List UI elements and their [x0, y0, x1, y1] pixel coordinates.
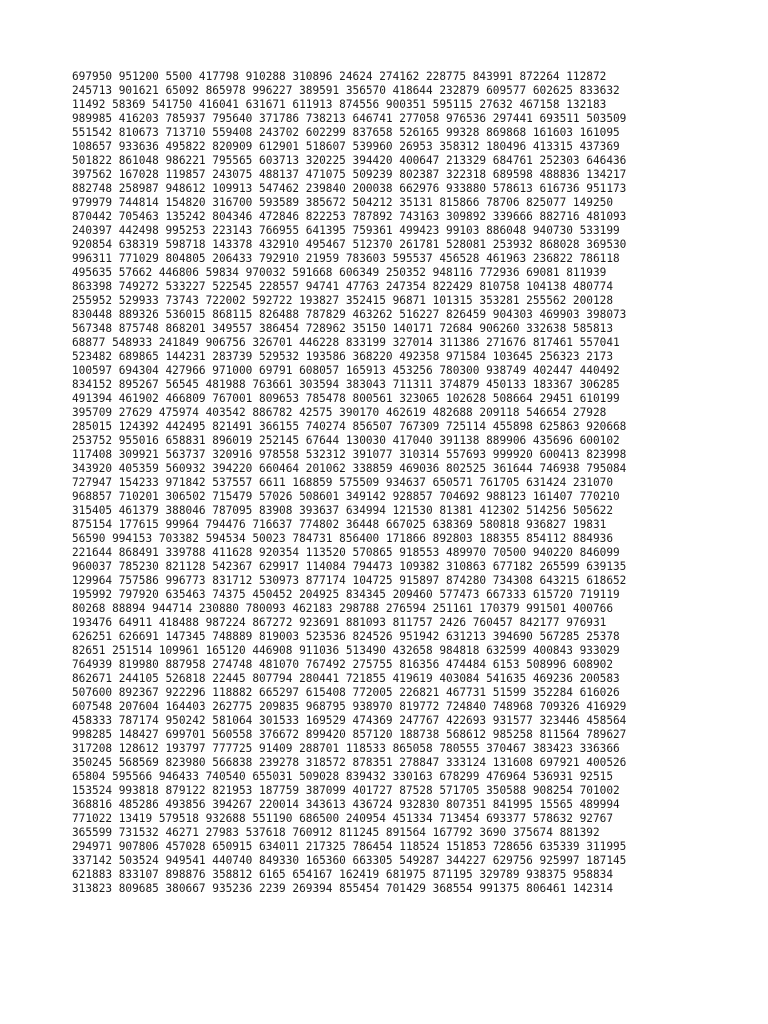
number-line: 294971 907806 457028 650915 634011 217325 786454 118524 151853 728656 635339 311995	[72, 840, 627, 853]
number-line: 82651 251514 109961 165120 446908 911036 513490 432658 984818 632599 400843 933029	[72, 644, 620, 657]
number-line: 607548 207604 164403 262775 209835 968795 938970 819772 724840 748968 709326 416929	[72, 700, 627, 713]
number-line: 65804 595566 946433 740540 655031 509028 839432 330163 678299 476964 536931 92515	[72, 770, 613, 783]
number-line: 245713 901621 65092 865978 996227 389591 356570 418644 232879 609577 602625 833632	[72, 84, 620, 97]
number-line: 350245 568569 823980 566838 239278 318572 878351 278847 333124 131608 697921 400526	[72, 756, 627, 769]
number-line: 771022 13419 579518 932688 551190 686500 240954 451334 713454 693377 578632 92767	[72, 812, 613, 825]
number-line: 193476 64911 418488 987224 867272 923691 881093 811757 2426 760457 842177 976931	[72, 616, 607, 629]
number-line: 68877 548933 241849 906756 326701 446228 833199 327014 311386 271676 817461 557041	[72, 336, 620, 349]
number-line: 523482 689865 144231 283739 529532 193586 368220 492358 971584 103645 256323 2173	[72, 350, 613, 363]
number-line: 317208 128612 193797 777725 91409 288701 118533 865058 780555 370467 383423 336366	[72, 742, 620, 755]
number-line: 621883 833107 898876 358812 6165 654167 162419 681975 871195 329789 938375 958834	[72, 868, 613, 881]
number-line: 697950 951200 5500 417798 910288 310896 24624 274162 228775 843991 872264 112872	[72, 70, 607, 83]
number-line: 395709 27629 475974 403542 886782 42575 390170 462619 482688 209118 546654 27928	[72, 406, 607, 419]
number-line: 153524 993818 879122 821953 187759 387099 401727 87528 571705 350588 908254 701002	[72, 784, 620, 797]
number-line: 996311 771029 804805 206433 792910 21959 783603 595537 456528 461963 236822 786118	[72, 252, 620, 265]
number-line: 875154 177615 99964 794476 716637 774802 36448 667025 638369 580818 936827 19831	[72, 518, 607, 531]
number-line: 108657 933636 495822 820909 612901 518607 539960 26953 358312 180496 413315 437369	[72, 140, 620, 153]
number-line: 129964 757586 996773 831712 530973 877174 104725 915897 874280 734308 643215 618652	[72, 574, 627, 587]
number-line: 56590 994153 703382 594534 50023 784731 856400 171866 892803 188355 854112 884936	[72, 532, 613, 545]
number-line: 626251 626691 147345 748889 819003 523536 824526 951942 631213 394690 567285 25378	[72, 630, 620, 643]
number-line: 397562 167028 119857 243075 488137 471075 509239 802387 322318 689598 488836 134217	[72, 168, 627, 181]
number-line: 458333 787174 950242 581064 301533 169529 474369 247767 422693 931577 323446 458564	[72, 714, 627, 727]
number-line: 989985 416203 785937 795640 371786 738213 646741 277058 976536 297441 693511 503509	[72, 112, 627, 125]
number-line: 255952 529933 73743 722002 592722 193827 352415 96871 101315 353281 255562 200128	[72, 294, 613, 307]
number-line: 968857 710201 306502 715479 57026 508601 349142 928857 704692 988123 161407 770210	[72, 490, 620, 503]
number-line: 100597 694304 427966 971000 69791 608057 165913 453256 780300 938749 402447 440492	[72, 364, 620, 377]
number-line: 313823 809685 380667 935236 2239 269394 855454 701429 368554 991375 806461 142314	[72, 882, 613, 895]
number-line: 495635 57662 446806 59834 970032 591668 606349 250352 948116 772936 69081 811939	[72, 266, 607, 279]
number-line: 337142 503524 949541 440740 849330 165360 663305 549287 344227 629756 925997 187145	[72, 854, 627, 867]
number-line: 80268 88894 944714 230880 780093 462183 298788 276594 251161 170379 991501 400766	[72, 602, 613, 615]
number-line: 830448 889326 536015 868115 826488 787829 463262 516227 826459 904303 469903 398073	[72, 308, 627, 321]
number-line: 882748 258987 948612 109913 547462 239840 200038 662976 933880 578613 616736 951173	[72, 182, 627, 195]
number-line: 834152 895267 56545 481988 763661 303594 383043 711311 374879 450133 183367 306285	[72, 378, 620, 391]
number-line: 960037 785230 821128 542367 629917 114084 794473 109382 310863 677182 265599 639135	[72, 560, 627, 573]
number-line: 343920 405359 560932 394220 660464 201062 338859 469036 802525 361644 746938 795084	[72, 462, 627, 475]
number-line: 870442 705463 135242 804346 472846 822253 787892 743163 309892 339666 882716 481093	[72, 210, 627, 223]
number-line: 491394 461902 466809 767001 809653 785478 800561 323065 102628 508664 29451 610199	[72, 392, 620, 405]
number-line: 920854 638319 598718 143378 432910 495467 512370 261781 528081 253932 868028 369530	[72, 238, 627, 251]
number-line: 727947 154233 971842 537557 6611 168859 575509 934637 650571 761705 631424 231070	[72, 476, 613, 489]
number-line: 764939 819980 887958 274748 481070 767492 275755 816356 474484 6153 508996 608902	[72, 658, 613, 671]
number-line: 998285 148427 699701 560558 376672 899420 857120 188738 568612 985258 811564 789627	[72, 728, 627, 741]
number-line: 195992 797920 635463 74375 450452 204925 834345 209460 577473 667333 615720 719119	[72, 588, 620, 601]
number-line: 979979 744814 154820 316700 593589 385672 504212 35131 815866 78706 825077 149250	[72, 196, 613, 209]
number-line: 501822 861048 986221 795565 603713 320225 394420 400647 213329 684761 252303 646436	[72, 154, 627, 167]
number-line: 567348 875748 868201 349557 386454 728962 35150 140171 72684 906260 332638 585813	[72, 322, 613, 335]
number-line: 551542 810673 713710 559408 243702 602299 837658 526165 99328 869868 161603 161095	[72, 126, 620, 139]
number-line: 863398 749272 533227 522545 228557 94741 47763 247354 822429 810758 104138 480774	[72, 280, 613, 293]
number-line: 368816 485286 493856 394267 220014 343613 436724 932830 807351 841995 15565 489994	[72, 798, 620, 811]
number-line: 862671 244105 526818 22445 807794 280441 721855 419619 403084 541635 469236 200583	[72, 672, 620, 685]
number-line: 253752 955016 658831 896019 252145 67644 130030 417040 391138 889906 435696 600102	[72, 434, 620, 447]
number-line: 11492 58369 541750 416041 631671 611913 874556 900351 595115 27632 467158 132183	[72, 98, 607, 111]
number-line: 365599 731532 46271 27983 537618 760912 811245 891564 167792 3690 375674 881392	[72, 826, 600, 839]
number-line: 240397 442498 995253 223143 766955 641395 759361 499423 99103 886048 940730 533199	[72, 224, 620, 237]
number-table-text	[72, 70, 752, 896]
number-line: 117408 309921 563737 320916 978558 532312 391077 310314 557693 999920 600413 823998	[72, 448, 627, 461]
number-line: 507600 892367 922296 118882 665297 615408 772005 226821 467731 51599 352284 616026	[72, 686, 620, 699]
number-line: 285015 124392 442495 821491 366155 740274 856507 767309 725114 455898 625863 920668	[72, 420, 627, 433]
number-line: 221644 868491 339788 411628 920354 113520 570865 918553 489970 70500 940220 846099	[72, 546, 620, 559]
number-line: 315405 461379 388046 787095 83908 393637 634994 121530 81381 412302 514256 505622	[72, 504, 613, 517]
